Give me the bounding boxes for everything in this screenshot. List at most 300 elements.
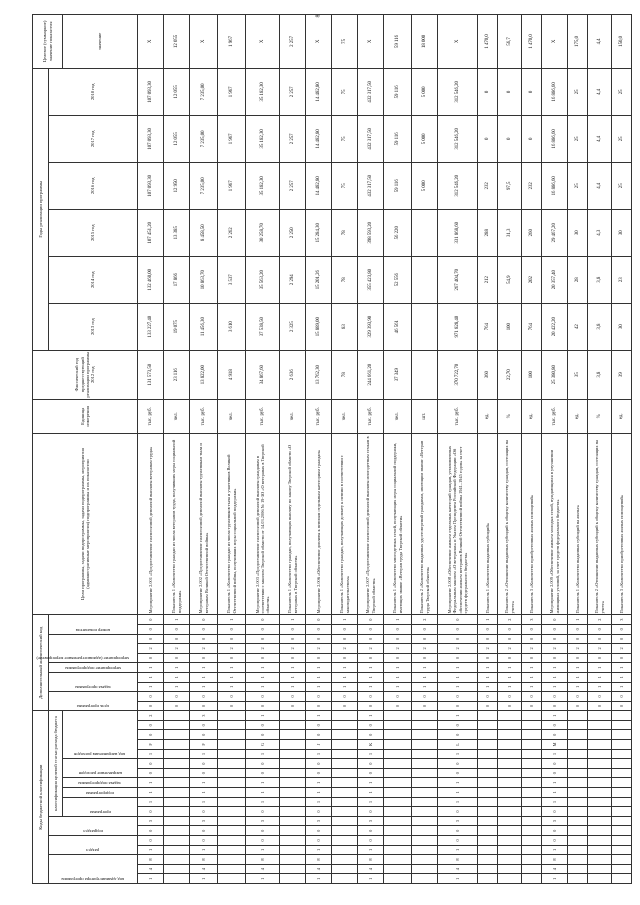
kbk-digit: [498, 730, 522, 740]
target-cell: 4,4: [588, 15, 612, 69]
goal-cell: Показатель 1 «Количество граждан, получающих выплату по закону Тверской области «О ветеранах в Тверской области»: [280, 433, 306, 614]
unit-cell: тыс. руб.: [438, 399, 478, 433]
goal-cell: Мероприятие 2.003 «Предоставление ежемесячной денежной выплаты гражданам в соответствии с законом Тверской области от 14.03.2006 № 19-ЗО «О ветеранах в Тверской области»: [246, 433, 280, 614]
kbk-digit: [478, 836, 498, 846]
kbk-digit: [498, 826, 522, 836]
kbk-digit: [588, 740, 612, 750]
kbk-digit: [280, 874, 306, 884]
da-digit: 1: [498, 672, 522, 682]
program-table: [32, 14, 632, 884]
goal-cell: Показатель 1 «Количество граждан из числа тружеников тыла и участников Великой Отечественной войны, получивших меры социальной поддержки»: [218, 433, 246, 614]
goal-cell: Мероприятие 2.008 «Обеспечение жильем отдельных категорий граждан, установленных Федеральным законом «О ветеранах» и Указом Президента Российской Федерации «Об обеспечении жильем ветеранов Великой Отечественной войны 1941–1945 годов» за счет средств федерального бюджета»: [438, 433, 478, 614]
kbk-digit: [164, 797, 190, 807]
kbk-digit: [612, 797, 632, 807]
kbk-digit: [478, 855, 498, 865]
year-value-cell: 12 055: [164, 115, 190, 162]
kbk-digit: [568, 826, 588, 836]
year-value-cell: 2 257: [280, 68, 306, 115]
kbk-digit: [478, 711, 498, 721]
da-digit: 0: [588, 653, 612, 663]
da-digit: 0: [588, 701, 612, 711]
kbk-digit: [218, 778, 246, 788]
da-digit: 1: [522, 682, 542, 692]
year-value-cell: 25: [612, 162, 632, 209]
unit-cell: ед.: [568, 399, 588, 433]
year-value-cell: 75: [332, 115, 358, 162]
kbk-digit: [412, 855, 438, 865]
da-digit: 1: [332, 682, 358, 692]
goal-cell: Показатель 1 «Количество выданных субсидий на жилье»: [568, 433, 588, 614]
kbk-digit: [522, 864, 542, 874]
kbk-digit: [568, 816, 588, 826]
da-digit: 1: [332, 615, 358, 625]
kbk-digit: [568, 730, 588, 740]
da-digit: 1: [478, 663, 498, 673]
kbk-digit: 0: [542, 807, 568, 817]
da-digit: 0: [612, 653, 632, 663]
kbk-digit: [588, 845, 612, 855]
year-value-cell: 14 482,80: [306, 162, 332, 209]
da-digit: 0: [478, 653, 498, 663]
year-value-cell: 59 116: [384, 115, 412, 162]
kbk-digit: [522, 807, 542, 817]
kbk-digit: 0: [190, 768, 218, 778]
year-value-cell: 75: [332, 162, 358, 209]
da-digit: 0: [542, 634, 568, 644]
kbk-digit: 0: [190, 730, 218, 740]
kbk-digit: [332, 816, 358, 826]
kbk-digit: 0: [190, 826, 218, 836]
table-row: [542, 15, 568, 884]
kbk-digit: [280, 826, 306, 836]
da-digit: 1: [542, 682, 568, 692]
target-cell: 175,0: [568, 15, 588, 69]
kbk-digit: [588, 836, 612, 846]
kbk-digit: [412, 768, 438, 778]
kbk-digit: [280, 720, 306, 730]
year-value-cell: 232: [478, 162, 498, 209]
kbk-digit: [568, 797, 588, 807]
year-value-cell: 14 482,80: [306, 68, 332, 115]
da-digit: 0: [138, 692, 164, 702]
year-value-cell: 331 868,60: [438, 209, 478, 256]
kbk-digit: [568, 711, 588, 721]
kbk-digit: [478, 797, 498, 807]
fact-cell: 370 722,70: [438, 350, 478, 399]
da-digit: 1: [218, 672, 246, 682]
kbk-digit: 3: [190, 711, 218, 721]
goal-cell: Показатель 1 «Количество многодетных семей, получающих меры социальной поддержки, имеющих звание «Ветеран труда Тверской области»: [384, 433, 412, 614]
table-row: [138, 15, 164, 884]
da-digit: 0: [542, 701, 568, 711]
da-digit: 0: [190, 692, 218, 702]
da-header: Дополнительный аналитический код: [33, 615, 49, 711]
kbk-digit: [332, 874, 358, 884]
da-digit: 2: [358, 644, 384, 654]
kbk-digit: 0: [138, 720, 164, 730]
kbk-digit: 1: [438, 874, 478, 884]
kbk-digit: 0: [246, 768, 280, 778]
da-digit: 3: [612, 615, 632, 625]
kbk-digit: [384, 740, 412, 750]
kbk-digit: [498, 711, 522, 721]
kbk-digit: [218, 768, 246, 778]
kbk-digit: 1: [438, 845, 478, 855]
kbk-digit: [332, 768, 358, 778]
kbk-digit: 1: [438, 788, 478, 798]
goal-cell: Мероприятие 2.006 «Обеспечение доплаты к пенсиям отдельным категориям граждан»: [306, 433, 332, 614]
kbk-digit: 1: [438, 749, 478, 759]
unit-cell: тыс. руб.: [542, 399, 568, 433]
year-value-cell: 398 593,20: [358, 209, 384, 256]
kbk-digit: [588, 711, 612, 721]
da-digit: 0: [306, 701, 332, 711]
da-digit: 2: [568, 644, 588, 654]
da-type-header: мероприятие (административное мероприятие): [36, 656, 129, 662]
fact-cell: 78: [332, 350, 358, 399]
kbk-digit: [588, 730, 612, 740]
kbk-digit: 3: [438, 816, 478, 826]
kbk-digit: 8: [542, 855, 568, 865]
kbk-digit: [568, 855, 588, 865]
year-2013-header: 2013 год: [49, 303, 138, 350]
year-value-cell: 83: [332, 303, 358, 350]
da-digit: 1: [306, 672, 332, 682]
kbk-digit: 0: [542, 720, 568, 730]
kbk-digit: [588, 749, 612, 759]
kbk-digit: [522, 826, 542, 836]
kbk-digit: [412, 826, 438, 836]
unit-cell: чел.: [332, 399, 358, 433]
kbk-digit: [478, 826, 498, 836]
goal-cell: Показатель 1 «Количество граждан, получающих доплату к пенсии в соответствии с законодательством»: [332, 433, 358, 614]
da-digit: 0: [384, 634, 412, 644]
kbk-digit: [588, 807, 612, 817]
kbk-digit: 4: [542, 864, 568, 874]
kbk-digit: [384, 836, 412, 846]
da-digit: 0: [306, 692, 332, 702]
kbk-digit: [568, 749, 588, 759]
da-digit: 0: [358, 624, 384, 634]
kbk-digit: [522, 816, 542, 826]
year-value-cell: 8 458,50: [190, 209, 218, 256]
year-value-cell: 59 116: [384, 68, 412, 115]
year-value-cell: 3,8: [588, 256, 612, 303]
year-value-cell: 5 000: [412, 115, 438, 162]
kbk-digit: [332, 807, 358, 817]
kbk-digit: 2: [138, 711, 164, 721]
kbk-digit: [332, 720, 358, 730]
kbk-digit: 1: [358, 749, 384, 759]
da-digit: 0: [218, 624, 246, 634]
da-digit: 0: [332, 634, 358, 644]
kbk-digit: 1: [190, 788, 218, 798]
fact-cell: 3,8: [588, 350, 612, 399]
da-digit: 0: [522, 692, 542, 702]
da-digit: 1: [164, 615, 190, 625]
unit-cell: %: [588, 399, 612, 433]
da-digit: 1: [588, 682, 612, 692]
fact-cell: 13 822,00: [190, 350, 218, 399]
fact-cell: 39: [612, 350, 632, 399]
kbk-digit: [332, 711, 358, 721]
da-digit: 0: [164, 634, 190, 644]
year-value-cell: 432 317,50: [358, 162, 384, 209]
kbk-digit: 0: [246, 759, 280, 769]
kbk-digit: F: [138, 740, 164, 750]
da-digit: 1: [612, 672, 632, 682]
da-digit: 0: [478, 692, 498, 702]
da-digit: 2: [138, 644, 164, 654]
da-goal-header: цель программы: [76, 704, 110, 710]
year-value-cell: 0: [522, 115, 542, 162]
year-value-cell: 30: [612, 209, 632, 256]
kbk-digit: [164, 864, 190, 874]
da-digit: 0: [306, 624, 332, 634]
kbk-digit: [568, 864, 588, 874]
target-cell: Х: [306, 15, 332, 69]
da-digit: 1: [478, 682, 498, 692]
kbk-digit: [384, 759, 412, 769]
year-value-cell: 764: [522, 303, 542, 350]
goal-cell: Мероприятие 2.007 «Предоставление ежемесячной денежной выплаты многодетным семьям в Тверской области»: [358, 433, 384, 614]
year-value-cell: 35 182,30: [246, 162, 280, 209]
target-cell: Х: [438, 15, 478, 69]
da-digit: 0: [138, 653, 164, 663]
da-digit: 0: [498, 624, 522, 634]
da-digit: 2: [438, 644, 478, 654]
kbk-digit: 0: [306, 720, 332, 730]
da-digit: 1: [498, 682, 522, 692]
kbk-digit: [412, 788, 438, 798]
da-digit: 0: [438, 692, 478, 702]
kbk-digit: [612, 855, 632, 865]
unit-cell: чел.: [218, 399, 246, 433]
kbk-digit: [332, 730, 358, 740]
kbk-digit: [164, 730, 190, 740]
da-digit: 0: [246, 701, 280, 711]
kbk-digit: [568, 807, 588, 817]
kbk-digit: 0: [138, 836, 164, 846]
year-value-cell: 97,5: [498, 162, 522, 209]
kbk-digit: 1: [306, 845, 332, 855]
da-digit: 1: [384, 682, 412, 692]
target-cell: 12 055: [164, 15, 190, 69]
unit-header: Единица измерения: [33, 399, 138, 433]
year-value-cell: 2 262: [218, 209, 246, 256]
kbk-digit: [412, 836, 438, 846]
year-value-cell: 15 889,00: [306, 303, 332, 350]
year-value-cell: 12 950: [164, 162, 190, 209]
kbk-digit: [612, 864, 632, 874]
kbk-digit: 0: [438, 836, 478, 846]
da-digit: 0: [498, 692, 522, 702]
year-value-cell: 78: [332, 209, 358, 256]
kbk-digit: 0: [542, 768, 568, 778]
kbk-digit: 0: [358, 720, 384, 730]
kbk-digit: [384, 720, 412, 730]
kbk-digit: [522, 759, 542, 769]
year-value-cell: 4,3: [588, 209, 612, 256]
table-row: [280, 15, 306, 884]
da-digit: 3: [522, 615, 542, 625]
kbk-digit: [164, 778, 190, 788]
target-value-header: значение: [63, 15, 138, 69]
subprogram-header: подпрограмма: [85, 790, 115, 796]
year-value-cell: 30: [612, 303, 632, 350]
goal-cell: Мероприятие 2.002 «Предоставление ежемесячной денежной выплаты труженикам тыла и ветеранам Великой Отечественной войны»: [190, 433, 218, 614]
unit-cell: чел.: [164, 399, 190, 433]
da-measure-header: мероприятие подпрограммы: [65, 665, 121, 671]
kbk-digit: [412, 720, 438, 730]
unit-cell: ед.: [478, 399, 498, 433]
year-value-cell: 312 546,20: [438, 68, 478, 115]
year-value-cell: 107 093,30: [138, 115, 164, 162]
kbk-digit: [612, 778, 632, 788]
kbk-digit: [164, 749, 190, 759]
da-digit: 2: [306, 644, 332, 654]
target-header: Целевое (суммарное) значение показателя: [33, 15, 63, 69]
da-digit: 1: [332, 663, 358, 673]
year-value-cell: 0: [498, 68, 522, 115]
kbk-digit: [522, 768, 542, 778]
kbk-digit: 0: [246, 826, 280, 836]
da-digit: 1: [164, 672, 190, 682]
kbk-digit: [612, 816, 632, 826]
da-digit: 1: [568, 682, 588, 692]
fact-cell: 4 918: [218, 350, 246, 399]
da-digit: 0: [280, 653, 306, 663]
kbk-digit: [218, 730, 246, 740]
kbk-digit: 1: [246, 788, 280, 798]
year-value-cell: 7 235,00: [190, 162, 218, 209]
year-value-cell: 52 556: [384, 256, 412, 303]
kbk-digit: 0: [438, 730, 478, 740]
year-2016-header: 2016 год: [49, 162, 138, 209]
da-digit: 1: [568, 663, 588, 673]
table-row: [358, 15, 384, 884]
year-value-cell: 10 863,70: [190, 256, 218, 303]
da-digit: 0: [438, 634, 478, 644]
da-digit: 2: [498, 644, 522, 654]
year-value-cell: 312 546,20: [438, 115, 478, 162]
year-value-cell: 3 537: [218, 256, 246, 303]
kbk-digit: [384, 864, 412, 874]
year-value-cell: 20 422,20: [542, 303, 568, 350]
da-digit: 0: [498, 653, 522, 663]
kbk-digit: L: [438, 740, 478, 750]
admin-header: код администратора программы: [61, 877, 125, 882]
fact-header: Фактический год предшествующий реализации программы 2012 год: [33, 350, 138, 399]
kbk-digit: 1: [306, 874, 332, 884]
year-value-cell: 29 467,20: [542, 209, 568, 256]
da-digit: 1: [190, 663, 218, 673]
kbk-digit: [568, 788, 588, 798]
kbk-digit: 1: [138, 778, 164, 788]
kbk-digit: 1: [438, 797, 478, 807]
da-digit: 0: [384, 653, 412, 663]
kbk-digit: [218, 836, 246, 846]
year-value-cell: 15 284,30: [306, 209, 332, 256]
kbk-digit: 1: [358, 711, 384, 721]
kbk-digit: 0: [246, 807, 280, 817]
kbk-digit: 1: [542, 749, 568, 759]
kbk-digit: [522, 874, 542, 884]
da-digit: 1: [280, 663, 306, 673]
kbk-digit: 1: [358, 797, 384, 807]
kbk-digit: [384, 768, 412, 778]
kbk-digit: [522, 845, 542, 855]
year-value-cell: 25: [568, 162, 588, 209]
kbk-header: Коды бюджетной классификации: [33, 711, 49, 884]
kbk-digit: 0: [306, 730, 332, 740]
target-cell: 1 470,0: [478, 15, 498, 69]
kbk-digit: [522, 749, 542, 759]
kbk-digit: [412, 874, 438, 884]
da-digit: 0: [438, 653, 478, 663]
da-digit: 0: [612, 624, 632, 634]
kbk-digit: [568, 845, 588, 855]
da-digit: 0: [568, 624, 588, 634]
table-row: [568, 15, 588, 884]
year-value-cell: 288: [478, 209, 498, 256]
kbk-digit: [412, 740, 438, 750]
da-digit: 0: [612, 634, 632, 644]
kbk-digit: [164, 740, 190, 750]
year-value-cell: 17 866: [164, 256, 190, 303]
fact-cell: 25 380,80: [542, 350, 568, 399]
fact-cell: 35: [568, 350, 588, 399]
kbk-digit: [332, 797, 358, 807]
kbk-digit: [164, 759, 190, 769]
target-cell: Х: [542, 15, 568, 69]
kbk-digit: [164, 816, 190, 826]
kbk-digit: 0: [138, 730, 164, 740]
kbk-digit: [568, 778, 588, 788]
kbk-digit: 1: [306, 711, 332, 721]
kbk-digit: 1: [306, 788, 332, 798]
kbk-digit: 0: [306, 807, 332, 817]
year-value-cell: 16 886,60: [542, 162, 568, 209]
kbk-digit: [498, 720, 522, 730]
kbk-digit: 1: [438, 711, 478, 721]
year-value-cell: 312 546,20: [438, 162, 478, 209]
kbk-digit: [588, 759, 612, 769]
kbk-digit: [612, 759, 632, 769]
goal-cell: Показатель 3 «Количество приобретенных жилых помещений»: [612, 433, 632, 614]
kbk-digit: [588, 768, 612, 778]
da-digit: 1: [280, 672, 306, 682]
year-value-cell: 25: [568, 68, 588, 115]
kbk-digit: 1: [138, 874, 164, 884]
kbk-digit: [612, 730, 632, 740]
kbk-digit: 0: [358, 768, 384, 778]
goal-header: Цели программы, задачи подпрограммы, задачи подпрограммы, мероприятия (административные мероприятия) подпрограммы и их показатели: [33, 433, 138, 614]
da-digit: 1: [522, 663, 542, 673]
da-digit: 0: [358, 615, 384, 625]
da-digit: 1: [190, 672, 218, 682]
kbk-digit: [280, 845, 306, 855]
da-digit: 0: [280, 692, 306, 702]
kbk-digit: [384, 749, 412, 759]
kbk-digit: 1: [306, 749, 332, 759]
target-cell: 2 257: [280, 15, 306, 69]
goal-cell: Показатель 3 «Количество приобретенных жилых помещений»: [522, 433, 542, 614]
year-value-cell: 12 055: [164, 68, 190, 115]
da-digit: 0: [306, 653, 332, 663]
kbk-digit: [478, 816, 498, 826]
year-value-cell: 432 317,50: [358, 68, 384, 115]
